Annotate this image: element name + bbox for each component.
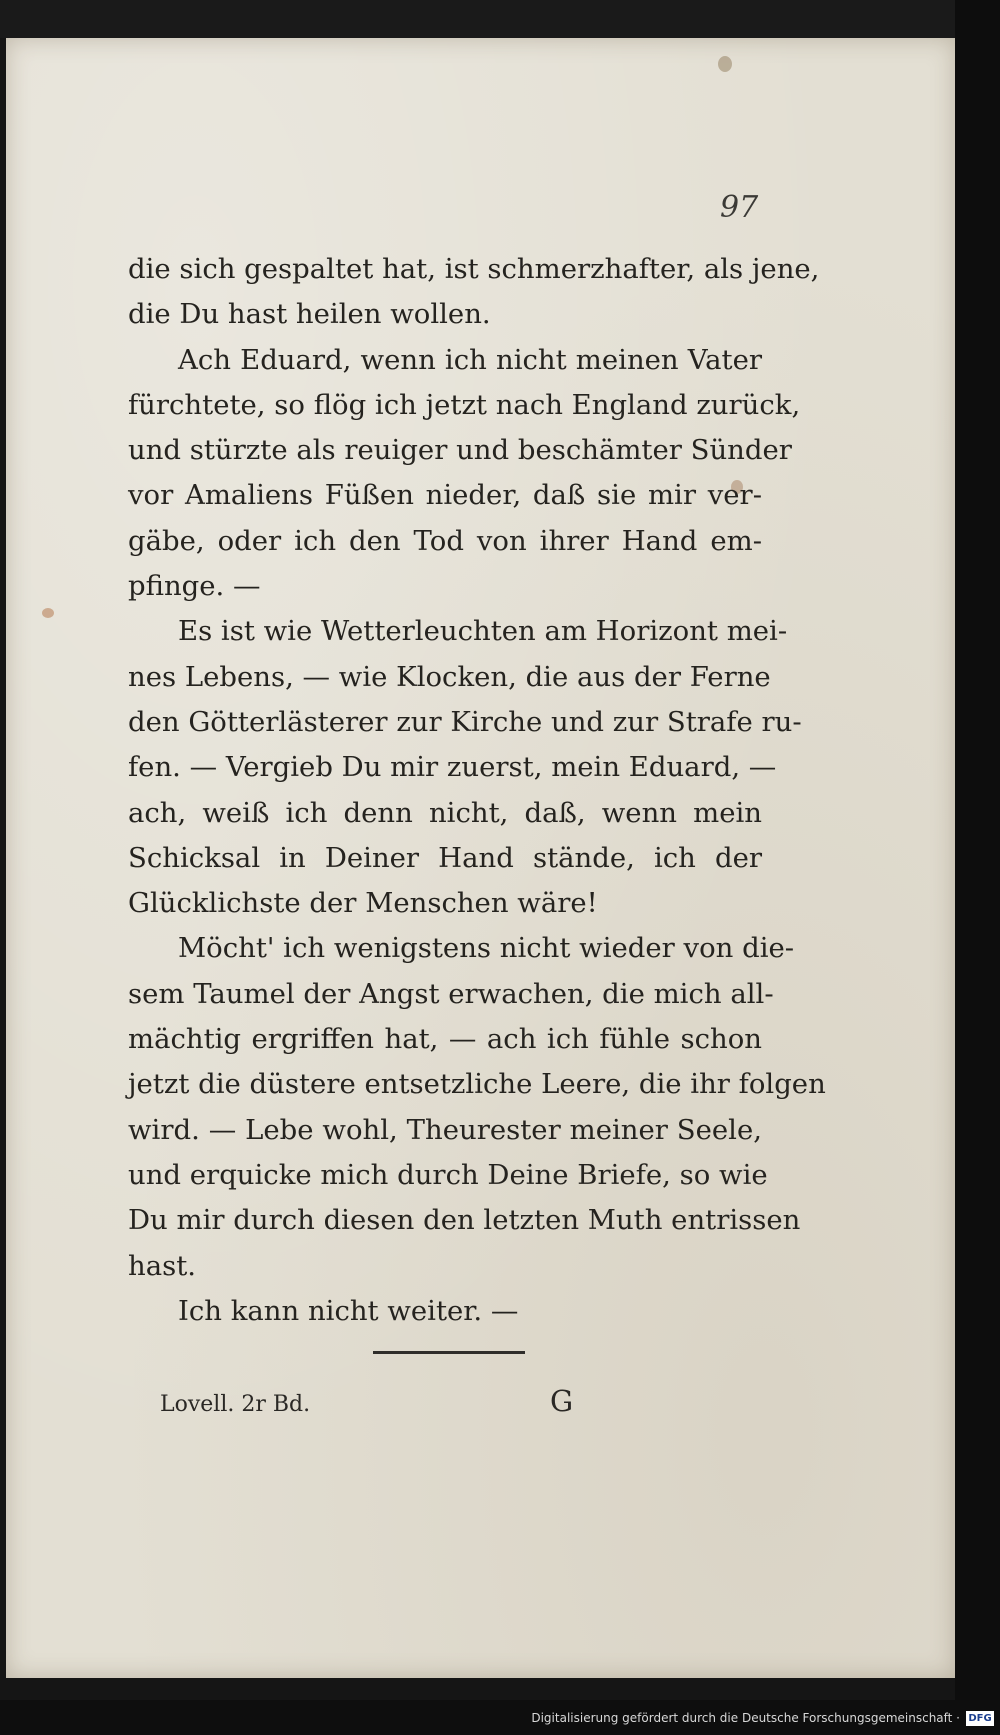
text-line: Schicksal in Deiner Hand stände, ich der xyxy=(128,841,762,874)
text-line: Glücklichste der Menschen wäre! xyxy=(128,887,598,920)
text-line: Möcht' ich wenigstens nicht wieder von die- xyxy=(178,932,795,965)
text-line: Ach Eduard, wenn ich nicht meinen Vater xyxy=(178,343,762,376)
ornamental-rule xyxy=(373,1351,525,1354)
text-line: fen. — Vergieb Du mir zuerst, mein Eduard, — xyxy=(128,751,777,784)
signature-mark: Lovell. 2r Bd. xyxy=(160,1392,311,1417)
scan-top-border xyxy=(0,0,1000,38)
stain xyxy=(718,56,732,72)
scan-right-border xyxy=(955,0,1000,1700)
text-line: hast. xyxy=(128,1249,197,1282)
text-line: und stürzte als reuiger und beschämter Sünder xyxy=(128,434,792,467)
text-line: pfinge. — xyxy=(128,570,261,603)
text-line: fürchtete, so flög ich jetzt nach England zurück, xyxy=(128,388,801,421)
text-line: jetzt die düstere entsetzliche Leere, die ihr folgen xyxy=(128,1068,826,1101)
page-number: 97 xyxy=(720,190,759,225)
text-line: sem Taumel der Angst erwachen, die mich all- xyxy=(128,977,774,1010)
text-line: gäbe, oder ich den Tod von ihrer Hand em- xyxy=(128,524,762,557)
text-line: die sich gespaltet hat, ist schmerzhafter, als jene, xyxy=(128,253,820,285)
text-line: vor Amaliens Füßen nieder, daß sie mir ver- xyxy=(128,479,762,512)
body-text xyxy=(128,247,826,1334)
text-line: mächtig ergriffen hat, — ach ich fühle schon xyxy=(128,1023,762,1056)
text-line: nes Lebens, — wie Klocken, die aus der Ferne xyxy=(128,660,771,693)
dfg-logo-icon: DFG xyxy=(966,1711,994,1726)
text-line: ach, weiß ich denn nicht, daß, wenn mein xyxy=(128,796,762,829)
text-line: Ich kann nicht weiter. — xyxy=(178,1294,519,1327)
text-line: die Du hast heilen wollen. xyxy=(128,298,491,331)
stain xyxy=(42,608,54,618)
funding-credit: Digitalisierung gefördert durch die Deutsche Forschungsgemeinschaft · xyxy=(531,1711,960,1725)
text-line: wird. — Lebe wohl, Theurester meiner Seele, xyxy=(128,1113,762,1146)
gathering-mark: G xyxy=(550,1384,574,1418)
text-line: den Götterlästerer zur Kirche und zur Strafe ru- xyxy=(128,705,802,738)
text-line: Es ist wie Wetterleuchten am Horizont mei- xyxy=(178,615,788,648)
text-line: und erquicke mich durch Deine Briefe, so wie xyxy=(128,1158,768,1191)
text-line: Du mir durch diesen den letzten Muth entrissen xyxy=(128,1204,801,1237)
